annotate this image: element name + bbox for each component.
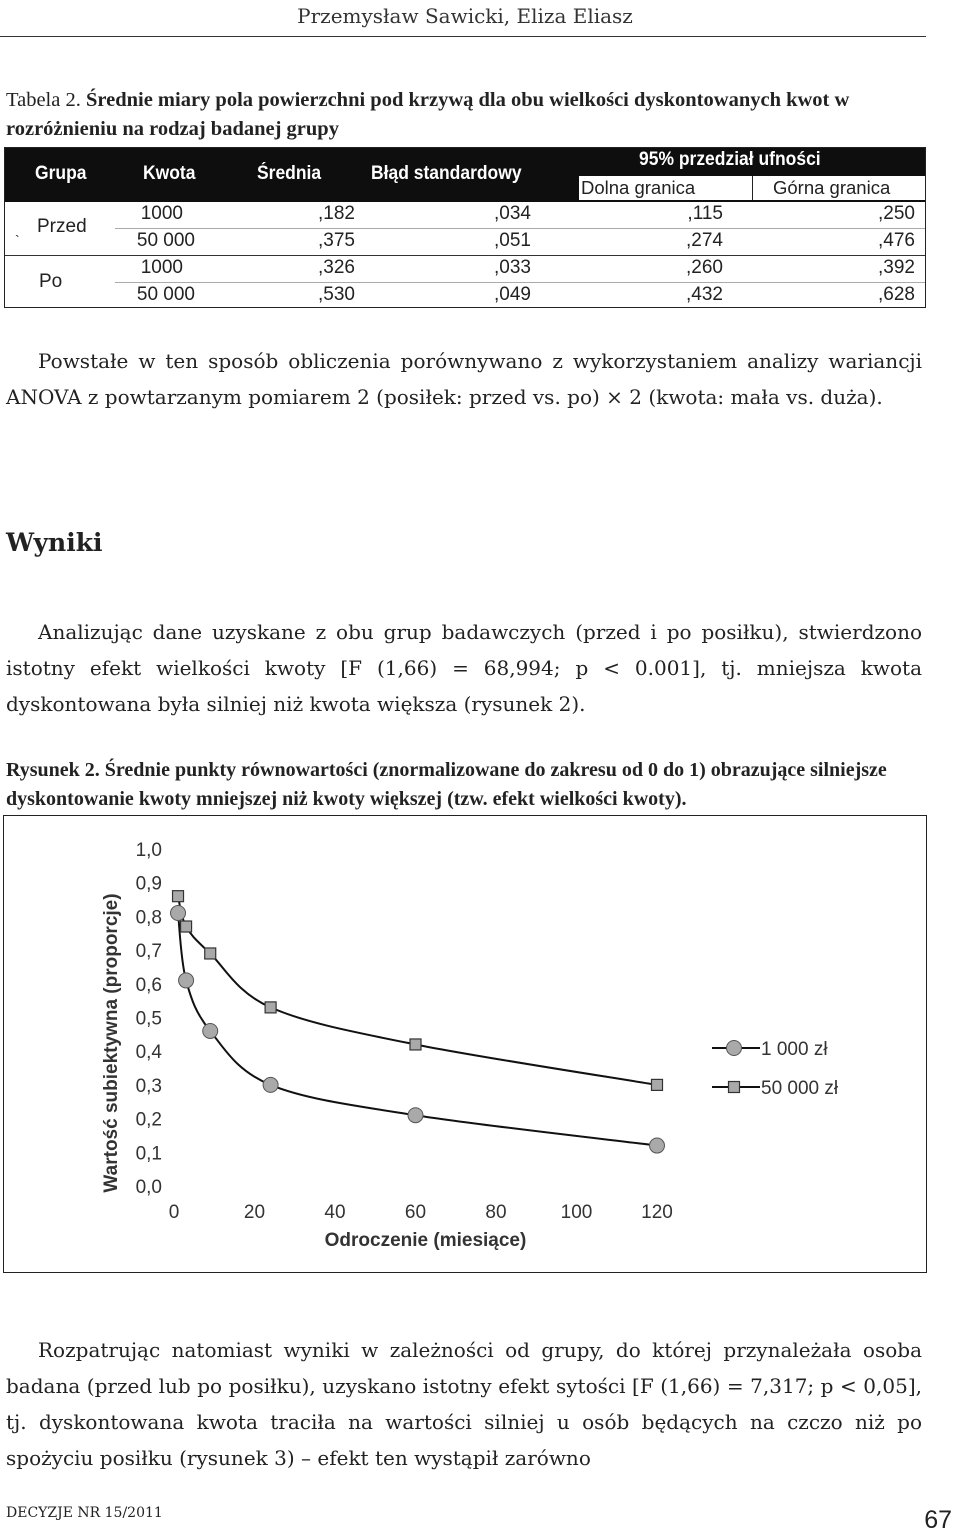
x-tick-label: 100 — [560, 1202, 593, 1223]
x-tick-label: 60 — [404, 1202, 427, 1223]
header-confidence-interval: 95% przedział ufności — [639, 149, 821, 170]
cell-upper: ,392 — [878, 257, 915, 278]
running-head: Przemysław Sawicki, Eliza Eliasz — [297, 4, 633, 28]
cell-lower: ,274 — [686, 230, 723, 251]
cell-mean: ,530 — [318, 284, 355, 305]
data-point-square — [410, 1039, 421, 1050]
header-standard-error: Błąd standardowy — [371, 163, 522, 184]
data-point-square — [181, 921, 192, 932]
cell-amount: 50 000 — [136, 284, 195, 305]
paragraph — [6, 1332, 922, 1476]
cell-upper: ,628 — [878, 284, 915, 305]
x-tick-label: 120 — [641, 1202, 673, 1223]
y-tick-label: 0,2 — [135, 1109, 162, 1131]
table-caption — [6, 86, 921, 144]
cell-se: ,033 — [494, 257, 531, 278]
cell-se: ,049 — [494, 284, 531, 305]
cell-amount: 1000 — [140, 203, 183, 224]
data-table — [4, 147, 926, 308]
x-axis-label: Odroczenie (miesiące) — [324, 1230, 527, 1251]
cell-se: ,051 — [494, 230, 531, 251]
data-point-circle — [171, 906, 186, 921]
chart-frame — [3, 815, 927, 1273]
header-amount: Kwota — [143, 163, 196, 184]
header-lower-bound: Dolna granica — [581, 177, 696, 198]
table-header — [5, 148, 925, 202]
y-tick-label: 0,5 — [135, 1008, 162, 1030]
data-point-circle — [263, 1077, 278, 1092]
cell-amount: 50 000 — [136, 230, 195, 251]
series-line — [178, 896, 657, 1085]
header-subdivider — [752, 176, 753, 200]
group-label-przed: Przed — [37, 216, 87, 237]
paragraph-text: Analizując dane uzyskane z obu grup badawczych (przed i po posiłku), stwierdzono istotny efekt wielkości kwoty [F (1,66) = 68,994; p < 0.001], tj. mniejsza kwota dyskontowana była silniej niż kwota większa (rysunek 2). — [6, 620, 922, 716]
x-tick-label: 40 — [324, 1202, 346, 1223]
row-rule — [115, 228, 925, 229]
data-point-square — [205, 948, 216, 959]
cell-se: ,034 — [494, 203, 531, 224]
legend-label: 50 000 zł — [761, 1078, 839, 1099]
cell-lower: ,115 — [687, 203, 723, 224]
cell-mean: ,375 — [318, 230, 355, 251]
data-point-square — [173, 891, 184, 902]
header-rule — [0, 36, 926, 37]
data-point-square — [265, 1002, 276, 1013]
legend-label: 1 000 zł — [761, 1039, 828, 1060]
cell-lower: ,260 — [686, 257, 723, 278]
y-tick-label: 0,1 — [135, 1143, 162, 1165]
data-point-circle — [179, 973, 194, 988]
table-caption-label: Tabela 2. — [6, 89, 81, 111]
cell-mean: ,182 — [318, 203, 355, 224]
cell-upper: ,476 — [878, 230, 915, 251]
cell-mean: ,326 — [318, 257, 355, 278]
y-axis-label: Wartość subiektywna (proporcje) — [101, 893, 122, 1193]
figure-caption-label: Rysunek 2. — [6, 759, 100, 781]
footer-journal: DECYZJE NR 15/2011 — [6, 1505, 163, 1521]
legend-marker-circle — [727, 1041, 742, 1056]
cell-amount: 1000 — [140, 257, 183, 278]
stray-mark: ` — [15, 232, 20, 248]
x-tick-label: 20 — [243, 1202, 266, 1223]
row-rule — [115, 282, 925, 283]
data-point-circle — [650, 1138, 665, 1153]
group-label-po: Po — [39, 271, 63, 292]
group-rule — [5, 255, 925, 256]
cell-lower: ,432 — [686, 284, 723, 305]
page-number: 67 — [924, 1506, 952, 1534]
paragraph-text: Rozpatrując natomiast wyniki w zależności od grupy, do której przynależała osoba badana (przed lub po posiłku), uzyskano istotny efekt sytości [F (1,66) = 7,317; p < 0,05], tj. dyskontowana kwota traciła na wartości silniej u osób będących na czczo niż po spożyciu posiłku (rysunek 3) – efekt ten wystąpił zarówno — [6, 1338, 922, 1470]
data-point-square — [652, 1079, 663, 1090]
section-heading: Wyniki — [6, 528, 103, 557]
header-mean: Średnia — [257, 163, 322, 184]
y-tick-label: 0,8 — [135, 907, 162, 929]
legend-marker-square — [729, 1082, 740, 1093]
table-caption-text: Średnie miary pola powierzchni pod krzywą dla obu wielkości dyskontowanych kwot w rozróżnieniu na rodzaj badanej grupy — [6, 89, 850, 140]
y-tick-label: 0,7 — [135, 941, 162, 963]
figure-caption — [6, 756, 921, 814]
y-tick-label: 0,9 — [135, 873, 162, 895]
y-tick-label: 0,3 — [135, 1075, 162, 1097]
x-tick-label: 0 — [168, 1202, 180, 1223]
paragraph — [6, 343, 922, 415]
y-tick-label: 0,6 — [135, 974, 162, 996]
paragraph-text: Powstałe w ten sposób obliczenia porównywano z wykorzystaniem analizy wariancji ANOVA z powtarzanym pomiarem 2 (posiłek: przed vs. po) × 2 (kwota: mała vs. duża). — [6, 349, 922, 409]
cell-upper: ,250 — [878, 203, 915, 224]
header-upper-bound: Górna granica — [773, 177, 891, 198]
x-tick-label: 80 — [485, 1202, 507, 1223]
y-tick-label: 0,0 — [135, 1177, 162, 1198]
data-point-circle — [203, 1023, 218, 1038]
header-group: Grupa — [35, 163, 87, 184]
figure-caption-text: Średnie punkty równowartości (znormalizowane do zakresu od 0 do 1) obrazujące silniejsze dyskontowanie kwoty mniejszej niż kwoty większej (tzw. efekt wielkości kwoty). — [6, 759, 887, 810]
y-tick-label: 0,4 — [135, 1042, 162, 1064]
line-chart — [4, 816, 926, 1272]
data-point-circle — [408, 1108, 423, 1123]
y-tick-label: 1,0 — [135, 840, 162, 861]
paragraph — [6, 614, 922, 722]
